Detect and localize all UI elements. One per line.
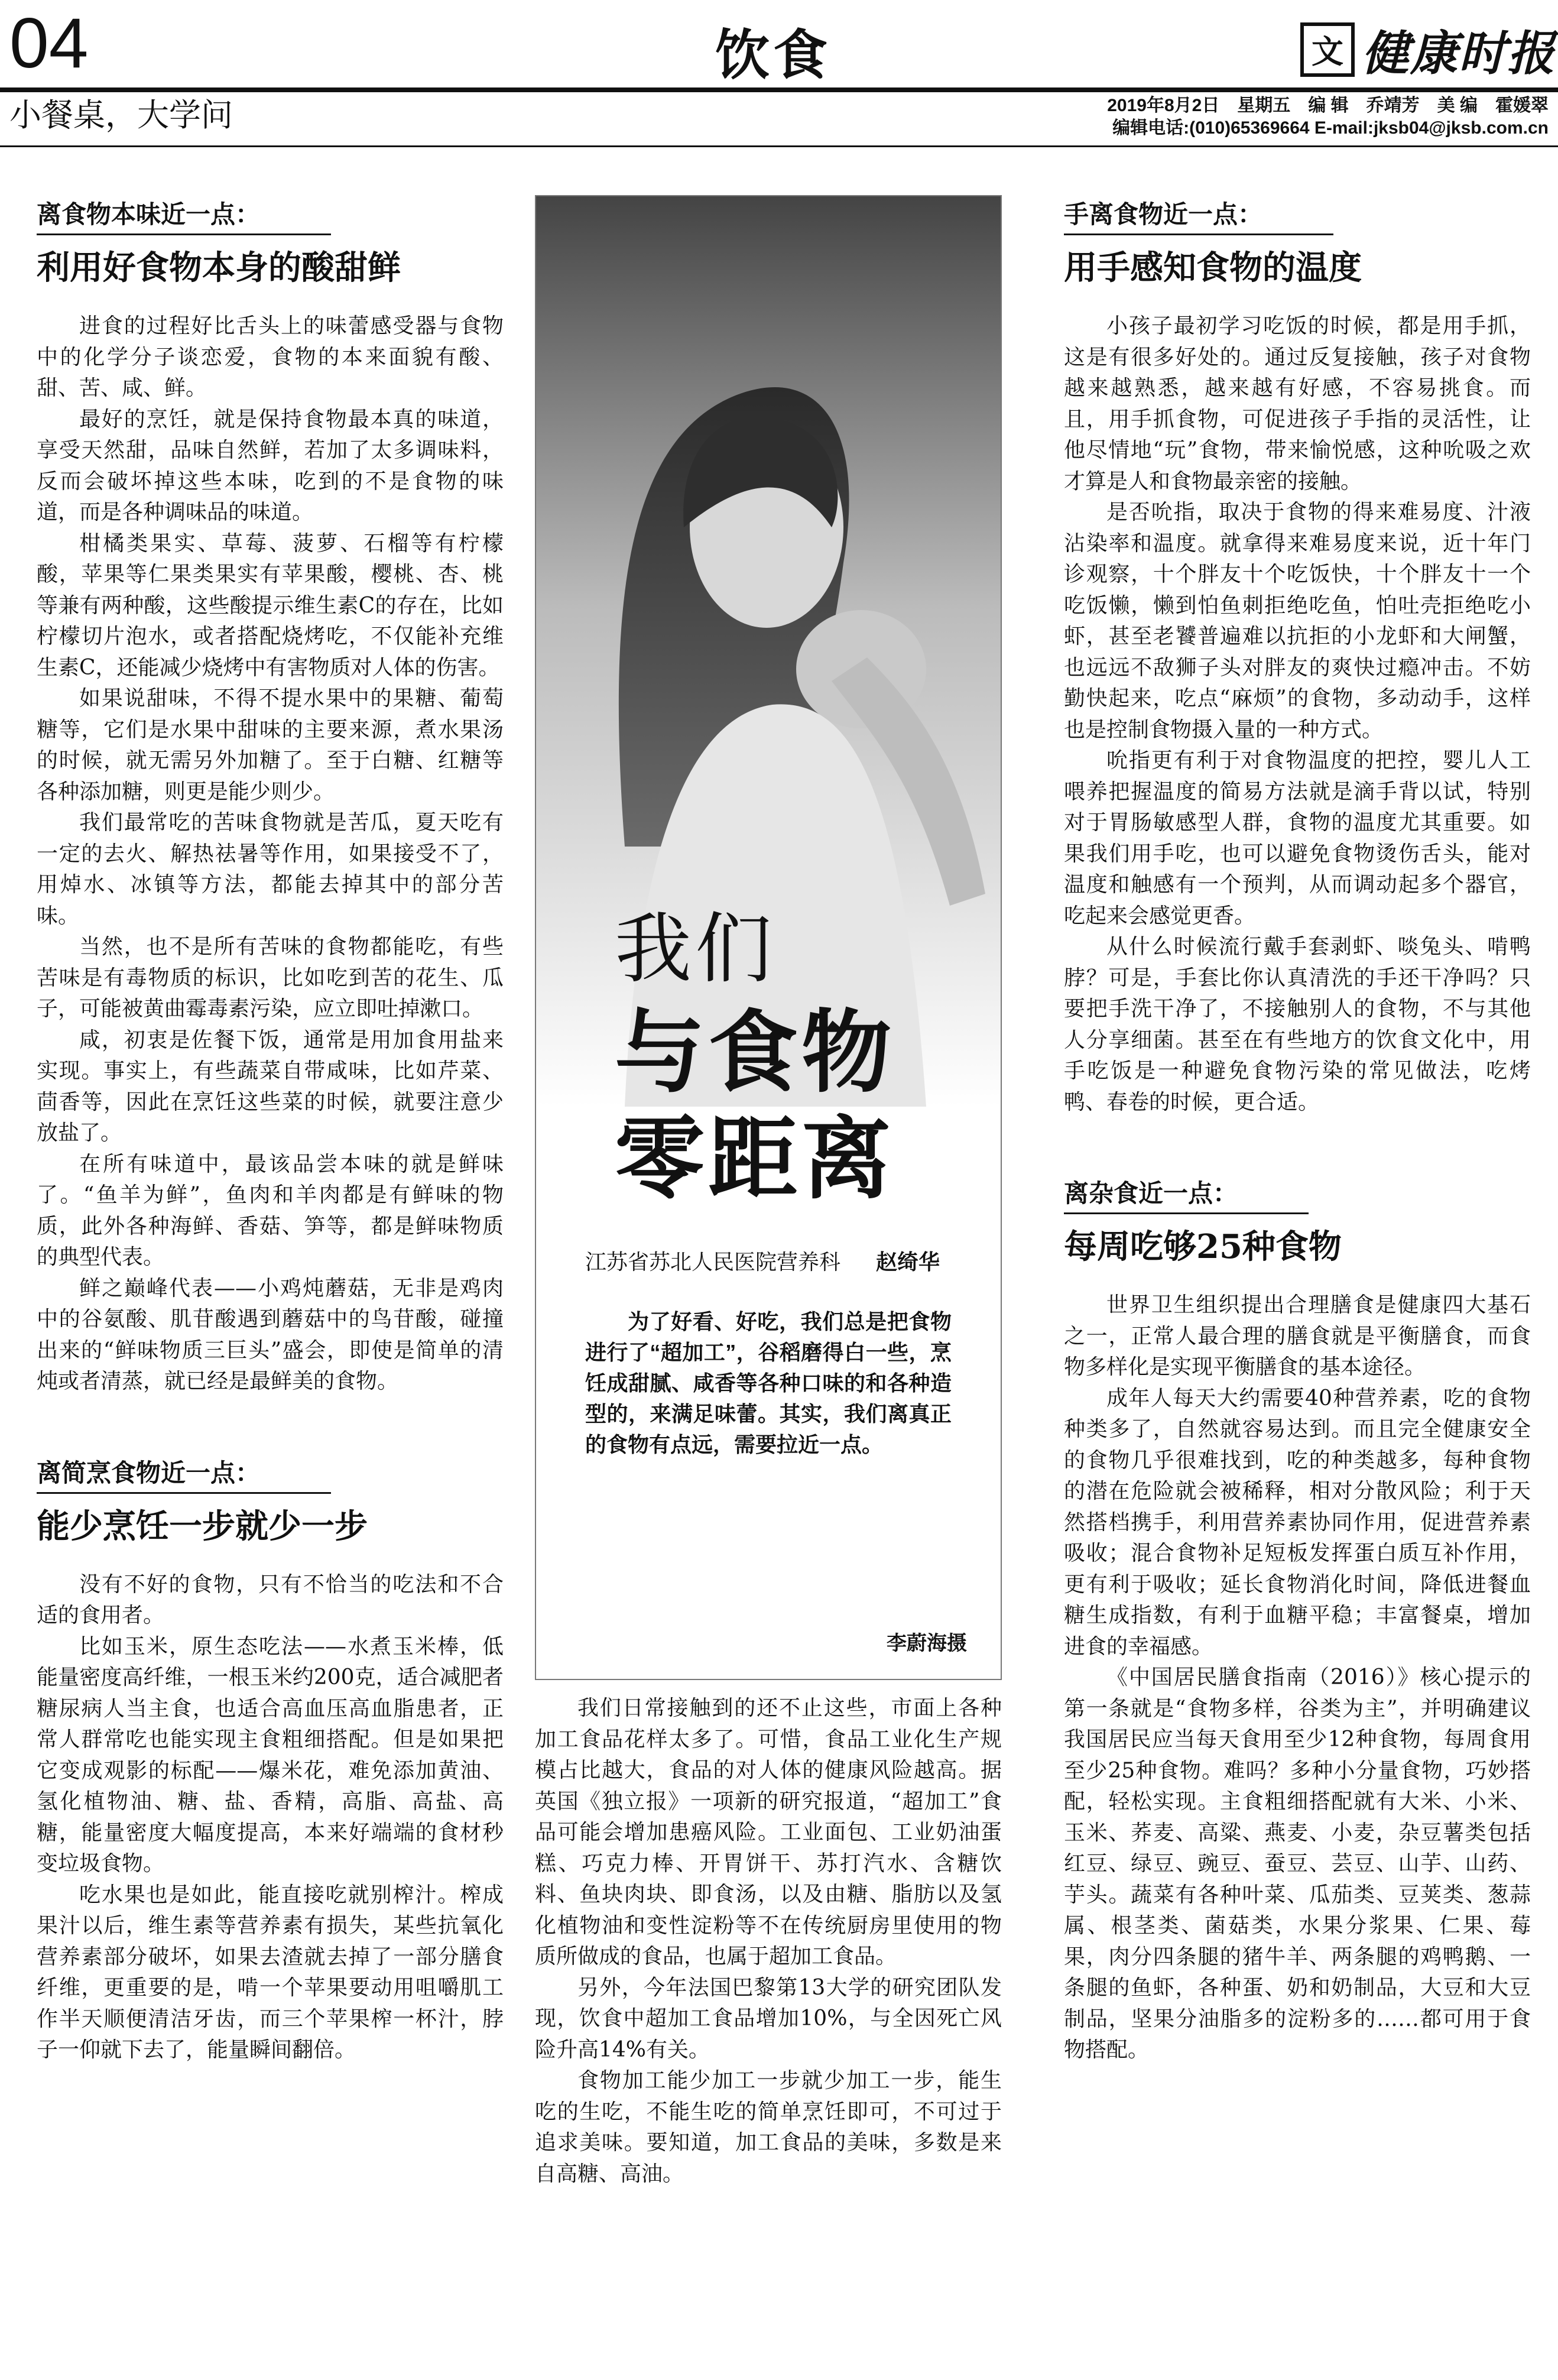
photo-credit-name: 李蔚海: [887, 1632, 947, 1655]
byline: [585, 1247, 993, 1277]
feature-title-line-3: 零距离: [615, 1105, 895, 1211]
paragraph: 鲜之巅峰代表——小鸡炖蘑菇，无非是鸡肉中的谷氨酸、肌苷酸遇到蘑菇中的鸟苷酸，碰撞出来的“鲜味物质三巨头”盛会，即使是简单的清炖或者清蒸，就已经是最鲜美的食物。: [37, 1276, 504, 1393]
paragraph: 食物加工能少加工一步就少加工一步，能生吃的生吃，不能生吃的简单烹饪即可，不可过于追求美味。要知道，加工食品的美味，多数是来自高糖、高油。: [535, 2068, 1002, 2186]
paragraph: 没有不好的食物，只有不恰当的吃法和不合适的食用者。: [37, 1572, 504, 1627]
paragraph: 我们最常吃的苦味食物就是苦瓜，夏天吃有一定的去火、解热祛暑等作用，如果接受不了，用焯水、冰镇等方法，都能去掉其中的部分苦味。: [37, 810, 504, 928]
paragraph: 我们日常接触到的还不止这些，市面上各种加工食品花样太多了。可惜，食品工业化生产规模占比越大，食品的对人体的健康风险越高。据英国《独立报》一项新的研究报道，“超加工”食品可能会增加患癌风险。工业面包、工业奶油蛋糕、巧克力棒、开胃饼干、苏打汽水、含糖饮料、鱼块肉块、即食汤，以及由糖、脂肪以及氢化植物油和变性淀粉等不在传统厨房里使用的物质所做成的食品，也属于超加工食品。: [535, 1696, 1002, 1969]
paragraph: 从什么时候流行戴手套剥虾、啖兔头、啃鸭脖？可是，手套比你认真清洗的手还干净吗？只要把手洗干净了，不接触别人的食物，不与其他人分享细菌。甚至在有些地方的饮食文化中，用手吃饭是一种避免食物污染的常见做法，吃烤鸭、春卷的时候，更合适。: [1064, 935, 1531, 1114]
section-kicker: 离食物本味近一点：: [37, 198, 331, 235]
section-headline: 每周吃够25种食物: [1064, 1227, 1342, 1266]
article-body: [1064, 1290, 1531, 2066]
issue-contact: 编辑电话:(010)65369664 E-mail:jksb04@jksb.com.cn: [1112, 118, 1549, 138]
header-rule: [0, 87, 1558, 92]
feature-title-line-1: 我们: [615, 904, 776, 994]
paragraph: 成年人每天大约需要40种营养素，吃的食物种类多了，自然就容易达到。而且完全健康安全的食物几乎很难找到，吃的种类越多，每种食物的潜在危险就会被稀释，相对分散风险；利于天然搭档携手，利用营养素协同作用，促进营养素吸收；混合食物补足短板发挥蛋白质互补作用，更有利于吸收；延长食物消化时间，降低进餐血糖生成指数，有利于血糖平稳；丰富餐桌，增加进食的幸福感。: [1064, 1386, 1531, 1659]
article-body: [37, 1570, 504, 2066]
right-column: [1064, 148, 1531, 2066]
masthead: [1300, 15, 1556, 83]
paragraph: 在所有味道中，最该品尝本味的就是鲜味了。“鱼羊为鲜”，鱼肉和羊肉都是有鲜味的物质，此外各种海鲜、香菇、笋等，都是鲜味物质的典型代表。: [37, 1152, 504, 1269]
photo-credit-suffix: 摄: [947, 1632, 967, 1655]
left-column: [37, 148, 504, 2066]
section-kicker: 离简烹食物近一点：: [37, 1457, 331, 1494]
paragraph: 是否吮指，取决于食物的得来难易度、汁液沾染率和温度。就拿得来难易度来说，近十年门诊观察，十个胖友十个吃饭快，十个胖友十一个吃饭懒，懒到怕鱼刺拒绝吃鱼，怕吐壳拒绝吃小虾，甚至老饕普遍难以抗拒的小龙虾和大闸蟹，也远远不敌狮子头对胖友的爽快过瘾冲击。不妨勤快起来，吃点“麻烦”的食物，多动动手，这样也是控制食物摄入量的一种方式。: [1064, 500, 1531, 742]
section-headline: 用手感知食物的温度: [1064, 248, 1362, 287]
section-headline: 利用好食物本身的酸甜鲜: [37, 248, 401, 287]
paragraph: 咸，初衷是佐餐下饭，通常是用加食用盐来实现。事实上，有些蔬菜自带咸味，比如芹菜、茴香等，因此在烹饪这些菜的时候，就要注意少放盐了。: [37, 1027, 504, 1145]
paragraph: 另外，今年法国巴黎第13大学的研究团队发现，饮食中超加工食品增加10%，与全因死亡风险升高14%有关。: [535, 1975, 1002, 2062]
header-rule-thin: [0, 145, 1558, 147]
paragraph: 吃水果也是如此，能直接吃就别榨汁。榨成果汁以后，维生素等营养素有损失，某些抗氧化营养素部分破坏，如果去渣就去掉了一部分膳食纤维，更重要的是，啃一个苹果要动用咀嚼肌工作半天顺便清洁牙齿，而三个苹果榨一杯汁，脖子一仰就下去了，能量瞬间翻倍。: [37, 1882, 504, 2062]
paragraph: 如果说甜味，不得不提水果中的果糖、葡萄糖等，它们是水果中甜味的主要来源，煮水果汤的时候，就无需另外加糖了。至于白糖、红糖等各种添加糖，则更是能少则少。: [37, 686, 504, 804]
article-body: [37, 311, 504, 1397]
paragraph: 《中国居民膳食指南（2016）》核心提示的第一条就是“食物多样，谷类为主”，并明确建议我国居民应当每天食用至少12种食物，每周食用至少25种食物。难吗？多种小分量食物，巧妙搭配，轻松实现。主食粗细搭配就有大米、小米、玉米、荞麦、高粱、燕麦、小麦，杂豆薯类包括红豆、绿豆、豌豆、蚕豆、芸豆、山芋、山药、芋头。蔬菜有各种叶菜、瓜茄类、豆荚类、葱蒜属、根茎类、菌菇类，水果分浆果、仁果、莓果，肉分四条腿的猪牛羊、两条腿的鸡鸭鹅、一条腿的鱼虾，各种蛋、奶和奶制品，大豆和大豆制品，坚果分油脂多的淀粉多的……都可用于食物搭配。: [1064, 1665, 1531, 2062]
paragraph: 吮指更有利于对食物温度的把控，婴儿人工喂养把握温度的简易方法就是滴手背以试，特别对于胃肠敏感型人群，食物的温度尤其重要。如果我们用手吃，也可以避免食物烫伤舌头，能对温度和触感有一个预判，从而调动起多个器官，吃起来会感觉更香。: [1064, 748, 1531, 928]
feature-lead: 为了好看、好吃，我们总是把食物进行了“超加工”，谷稻磨得白一些，烹饪成甜腻、咸香等各种口味的和各种造型的，来满足味蕾。其实，我们离真正的食物有点远，需要拉近一点。: [585, 1309, 952, 1457]
middle-column-text: [535, 1693, 1002, 2190]
paragraph: 最好的烹饪，就是保持食物最本真的味道，享受天然甜，品味自然鲜，若加了太多调味料，反而会破坏掉这些本味，吃到的不是食物的味道，而是各种调味品的味道。: [37, 407, 504, 524]
paragraph: 世界卫生组织提出合理膳食是健康四大基石之一，正常人最合理的膳食就是平衡膳食，而食物多样化是实现平衡膳食的基本途径。: [1064, 1293, 1531, 1379]
issue-line: 2019年8月2日 星期五 编 辑 乔靖芳 美 编 霍媛翠: [1107, 96, 1549, 115]
photo-credit: [887, 1627, 967, 1656]
paragraph: 小孩子最初学习吃饭的时候，都是用手抓，这是有很多好处的。通过反复接触，孩子对食物越来越熟悉，越来越有好感，不容易挑食。而且，用手抓食物，可促进孩子手指的灵活性，让他尽情地“玩”食物，带来愉悦感，这种吮吸之欢才算是人和食物最亲密的接触。: [1064, 314, 1531, 494]
feature-title-line-2: 与食物: [615, 999, 895, 1105]
masthead-name: 健康时报: [1362, 25, 1556, 81]
section-headline: 能少烹饪一步就少一步: [37, 1506, 368, 1546]
section-kicker: 手离食物近一点：: [1064, 198, 1333, 235]
masthead-logo-icon: 文: [1300, 22, 1355, 77]
paragraph: 当然，也不是所有苦味的食物都能吃，有些苦味是有毒物质的标识，比如吃到苦的花生、瓜子，可能被黄曲霉毒素污染，应立即吐掉漱口。: [37, 935, 504, 1021]
byline-org: 江苏省苏北人民医院营养科: [585, 1250, 841, 1275]
section-kicker: 离杂食近一点：: [1064, 1177, 1309, 1214]
paragraph: 柑橘类果实、草莓、菠萝、石榴等有柠檬酸，苹果等仁果类果实有苹果酸，樱桃、杏、桃等兼有两种酸，这些酸提示维生素C的存在，比如柠檬切片泡水，或者搭配烧烤吃，不仅能补充维生素C，还能减少烧烤中有害物质对人体的伤害。: [37, 531, 504, 680]
article-body: [1064, 311, 1531, 1118]
column-name: 小餐桌，大学问: [9, 98, 233, 133]
page-number: 04: [9, 4, 89, 83]
paragraph: 比如玉米，原生态吃法——水煮玉米棒，低能量密度高纤维，一根玉米约200克，适合减肥者糖尿病人当主食，也适合高血压高血脂患者，正常人群常吃也能实现主食粗细搭配。但是如果把它变成观影的标配——爆米花，难免添加黄油、氢化植物油、糖、盐、香精，高脂、高盐、高糖，能量密度大幅度提高，本来好端端的食材秒变垃圾食物。: [37, 1634, 504, 1876]
section-title: 饮食: [715, 23, 832, 87]
byline-author: 赵绮华: [876, 1250, 940, 1275]
paragraph: 进食的过程好比舌头上的味蕾感受器与食物中的化学分子谈恋爱，食物的本来面貌有酸、甜、苦、咸、鲜。: [37, 314, 504, 400]
